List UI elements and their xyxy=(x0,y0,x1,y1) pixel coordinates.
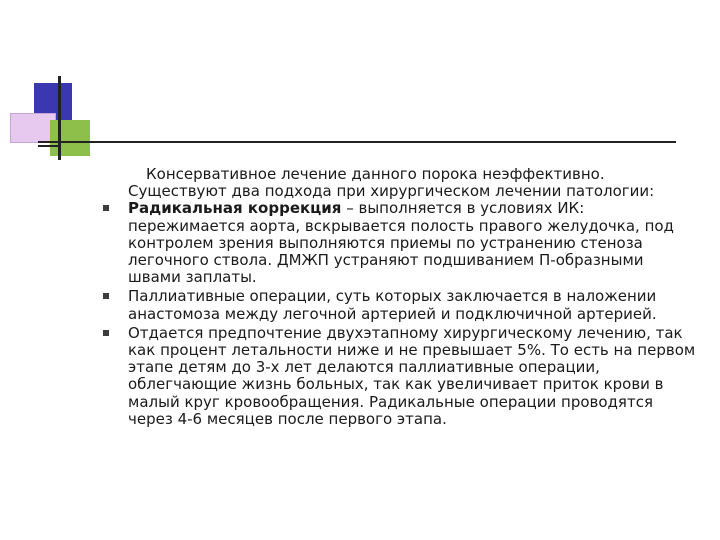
intro-text xyxy=(128,166,700,200)
decor-short-line xyxy=(38,145,60,147)
bullet-list xyxy=(100,200,700,428)
bullet-text: Паллиативные операции, суть которых заключается в наложении анастомоза между легочной артерией и подключичной артерией. xyxy=(128,287,657,323)
decor-vertical-line xyxy=(58,76,61,160)
intro-line-2: Существуют два подхода при хирургическом лечении патологии: xyxy=(128,182,655,201)
bullet-bold-text: Радикальная коррекция xyxy=(128,199,342,218)
intro-line-1: Консервативное лечение данного порока неэффективно. xyxy=(146,165,605,183)
title-divider-line xyxy=(38,141,676,143)
bullet-text: – выполняется в условиях ИК: пережимается аорта, вскрывается полость правого желудочка, под контролем зрения выполняются приемы по устранению стеноза легочного ствола. ДМЖП устраняют подшиванием П-образными швами заплаты. xyxy=(128,199,674,287)
square-bullet-icon xyxy=(103,205,109,211)
slide-body xyxy=(100,166,700,430)
bullet-item xyxy=(100,200,700,286)
bullet-item xyxy=(100,325,700,428)
bullet-item xyxy=(100,288,700,322)
square-bullet-icon xyxy=(103,330,109,336)
bullet-text: Отдается предпочтение двухэтапному хирургическому лечению, так как процент летальности ниже и не превышает 5%. То есть на первом этапе детям до 3-х лет делаются паллиативные операции, облегчающие жизнь больных, так как увеличивает приток крови в малый круг кровообращения. Радикальные операции проводятся через 4-6 месяцев после первого этапа. xyxy=(128,323,696,428)
decor-green-square xyxy=(50,120,90,156)
square-bullet-icon xyxy=(103,293,109,299)
